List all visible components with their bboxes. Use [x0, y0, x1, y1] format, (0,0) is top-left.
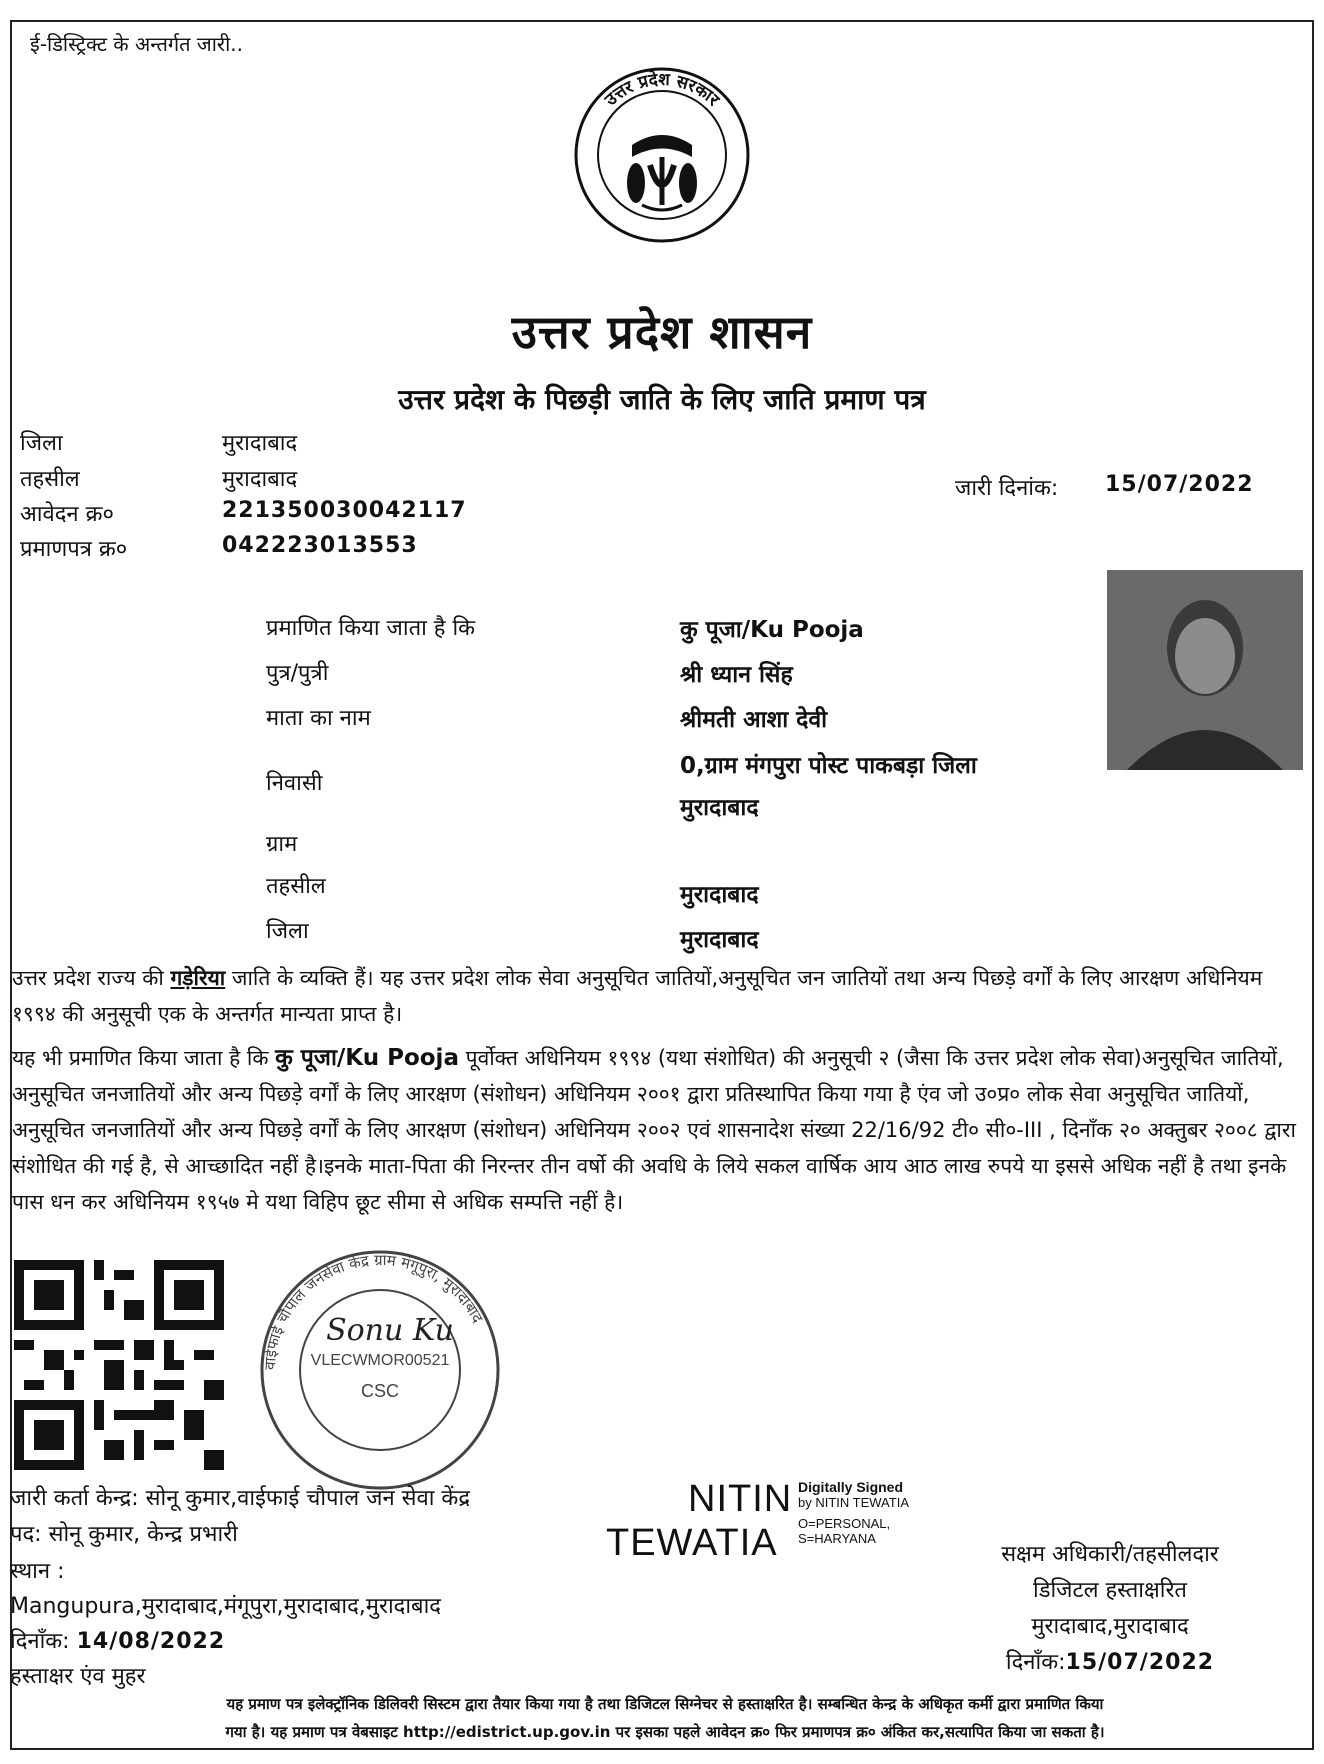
issuer-post: पद: सोनू कुमार, केन्द्र प्रभारी	[10, 1522, 238, 1547]
tehsil-value: मुरादाबाद	[222, 467, 298, 492]
svg-text:उत्तर प्रदेश सरकार	[600, 69, 723, 111]
paragraph-name: कु पूजा/Ku Pooja	[275, 1045, 459, 1071]
up-government-seal-icon	[572, 65, 752, 245]
child-of-label: पुत्र/पुत्री	[266, 661, 329, 686]
father-name: श्री ध्यान सिंह	[680, 662, 793, 688]
field-tehsil-value: मुरादाबाद	[680, 882, 759, 908]
footer-note: यह प्रमाण पत्र इलेक्ट्रॉनिक डिलिवरी सिस्टम द्वारा तैयार किया गया है तथा डिजिटल सिग्नेचर से हस्ताक्षरित है। सम्बन्धित केन्द्र के अधिकृत कर्मी द्वारा प्रमाणित किया गया है। यह प्रमाण पत्र वेबसाइट http://edistrict.up.gov.in पर इसका पहले आवेदन क्र० फिर प्रमाणपत्र क्र० अंकित कर,सत्यापित किया जा सकता है।	[225, 1695, 1105, 1741]
authority-designation: सक्षम अधिकारी/तहसीलदार	[1001, 1542, 1219, 1567]
mother-label: माता का नाम	[266, 706, 371, 731]
mother-name: श्रीमती आशा देवी	[680, 707, 828, 733]
stamp-code: VLECWMOR00521	[310, 1352, 450, 1369]
csc-stamp-icon	[255, 1245, 505, 1495]
digital-signature-details: Digitally Signed by NITIN TEWATIA O=PERSONAL, S=HARYANA	[798, 1479, 909, 1546]
stamp-signature: Sonu Ku	[326, 1313, 454, 1348]
authority-location: मुरादाबाद,मुरादाबाद	[1031, 1614, 1189, 1639]
application-number: 221350030042117	[222, 498, 467, 523]
authority-digital-note: डिजिटल हस्ताक्षरित	[1033, 1578, 1187, 1603]
issue-date-value: 15/07/2022	[1105, 472, 1254, 497]
authority-date: दिनाँक:15/07/2022	[1005, 1650, 1215, 1675]
field-district-label: जिला	[266, 919, 309, 944]
qr-code-icon	[14, 1260, 224, 1470]
resident-label: निवासी	[266, 771, 323, 796]
applicant-photo	[1107, 570, 1303, 770]
digital-signer-name-line2: TEWATIA	[606, 1522, 778, 1564]
application-label: आवेदन क्र०	[20, 502, 114, 527]
certificate-subtitle: उत्तर प्रदेश के पिछड़ी जाति के लिए जाति प्रमाण पत्र	[398, 383, 926, 416]
district-value: मुरादाबाद	[222, 431, 298, 456]
resident-address-line1: 0,ग्राम मंगपुरा पोस्ट पाकबड़ा जिला	[680, 753, 977, 779]
page-title: उत्तर प्रदेश शासन	[511, 305, 813, 359]
certificate-number: 042223013553	[222, 533, 418, 558]
village-label: ग्राम	[266, 832, 298, 857]
stamp-center: CSC	[360, 1381, 400, 1401]
issuer-place-value: Mangupura,मुरादाबाद,मंगूपुरा,मुरादाबाद,मुरादाबाद	[10, 1594, 441, 1619]
paragraph-caste: उत्तर प्रदेश राज्य की गड़ेरिया जाति के व्यक्ति हैं। यह उत्तर प्रदेश लोक सेवा अनुसूचित जातियों,अनुसूचित जन जातियों तथा अन्य पिछड़े वर्गों के लिए आरक्षण अधिनियम १९९४ की अनुसूची एक के अन्तर्गत मान्यता प्राप्त है।	[12, 966, 1263, 1026]
field-tehsil-label: तहसील	[266, 874, 326, 899]
applicant-name: कु पूजा/Ku Pooja	[680, 617, 864, 643]
issuer-place-label: स्थान :	[10, 1559, 65, 1584]
resident-address-line2: मुरादाबाद	[680, 795, 759, 821]
digital-signer-name-line1: NITIN	[688, 1478, 793, 1520]
stamp-ring-text: वाईफाई चौपाल जनसेवा केंद्र ग्राम मंगूपुरा, मुरादाबाद	[260, 1250, 487, 1371]
authority-block	[940, 1537, 1280, 1681]
field-district-value: मुरादाबाद	[680, 927, 759, 953]
issue-date-label: जारी दिनांक:	[955, 476, 1059, 501]
caste-name: गड़ेरिया	[170, 966, 226, 990]
issuer-date: दिनाँक: 14/08/2022	[10, 1629, 226, 1654]
emblem-ring-text: उत्तर प्रदेश सरकार	[601, 69, 724, 111]
certified-label: प्रमाणित किया जाता है कि	[266, 616, 476, 641]
issuer-center: जारी कर्ता केन्द्र: सोनू कुमार,वाईफाई चौपाल जन सेवा केंद्र	[10, 1486, 471, 1511]
district-label: जिला	[20, 431, 63, 456]
certificate-label: प्रमाणपत्र क्र०	[20, 537, 128, 562]
issuer-sign-label: हस्ताक्षर एंव मुहर	[10, 1664, 146, 1689]
paragraph-certification: यह भी प्रमाणित किया जाता है कि कु पूजा/Ku Pooja पूर्वोक्त अधिनियम १९९४ (यथा संशोधित) की अनुसूची २ (जैसा कि उत्तर प्रदेश लोक सेवा)अनुसूचित जातियों, अनुसूचित जनजातियों और अन्य पिछड़े वर्गों के लिए आरक्षण (संशोधन) अधिनियम २००१ द्वारा प्रतिस्थापित किया गया है एंव जो उ०प्र० लोक सेवा अनुसूचित जातियों, अनुसूचित जनजातियों और अन्य पिछड़े वर्गों के लिए आरक्षण (संशोधन) अधिनियम २००२ एवं शासनादेश संख्या 22/16/92 टी० सी०-III , दिनाँक २० अक्तुबर २००८ द्वारा संशोधित की गई है, से आच्छादित नहीं है।इनके माता-पिता की निरन्तर तीन वर्षो की अवधि के लिये सकल वार्षिक आय आठ लाख रुपये या इससे अधिक नहीं है तथा इनके पास धन कर अधिनियम १९५७ मे यथा विहिप छूट सीमा से अधिक सम्पत्ति नहीं है।	[12, 1045, 1296, 1214]
header-note: ई-डिस्ट्रिक्ट के अन्तर्गत जारी..	[30, 32, 243, 56]
tehsil-label: तहसील	[20, 467, 80, 492]
